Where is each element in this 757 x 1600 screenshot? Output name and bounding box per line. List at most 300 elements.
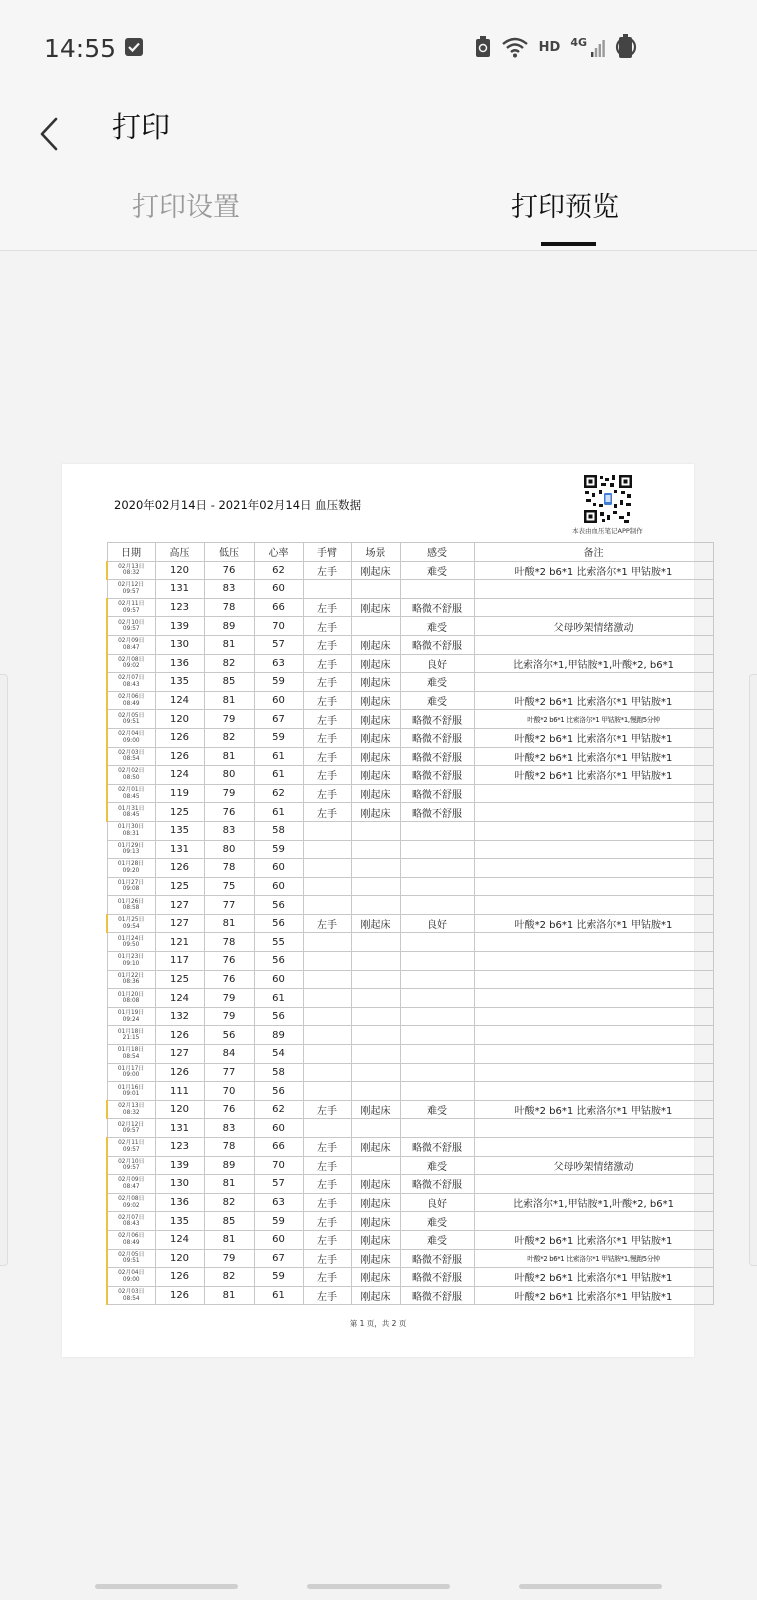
cell-date-time: 09:13 <box>122 849 140 856</box>
cell-date-day: 01月16日 <box>117 1084 145 1091</box>
cell-systolic: 125 <box>155 970 204 989</box>
cell-systolic: 126 <box>155 1268 204 1287</box>
cell-date <box>107 1026 155 1045</box>
cell-heart-rate: 59 <box>254 840 303 859</box>
cell-date <box>107 598 155 617</box>
cell-systolic: 131 <box>155 1119 204 1138</box>
cell-heart-rate: 55 <box>254 933 303 952</box>
cell-note <box>474 840 713 859</box>
cell-diastolic: 81 <box>204 691 254 710</box>
cell-date-day: 02月09日 <box>118 638 145 645</box>
cell-systolic: 136 <box>155 1193 204 1212</box>
cell-feeling: 略微不舒服 <box>400 1268 474 1287</box>
cell-date <box>107 691 155 710</box>
cell-date <box>107 766 155 785</box>
cell-scene <box>351 1007 400 1026</box>
cell-date-day: 02月03日 <box>118 749 145 756</box>
cell-diastolic: 84 <box>204 1045 254 1064</box>
cell-note: 父母吵架情绪激动 <box>474 617 713 636</box>
cell-arm: 左手 <box>303 728 351 747</box>
navigation-bar <box>0 1560 757 1600</box>
cell-feeling: 良好 <box>400 914 474 933</box>
cell-note <box>474 970 713 989</box>
table-row <box>107 580 713 599</box>
tab-print-preview[interactable]: 打印预览 <box>511 192 619 223</box>
cell-note <box>474 952 713 971</box>
cell-arm: 左手 <box>303 1156 351 1175</box>
cell-date-time: 09:50 <box>122 942 140 949</box>
cell-date-time: 09:10 <box>122 960 140 967</box>
cell-systolic: 136 <box>155 654 204 673</box>
cell-date-time: 08:32 <box>122 1109 140 1116</box>
cell-date-time: 08:58 <box>122 905 140 912</box>
cell-date-time: 08:54 <box>122 1053 140 1060</box>
cell-date-time: 09:57 <box>122 1128 140 1135</box>
cell-diastolic: 75 <box>204 877 254 896</box>
cell-systolic: 126 <box>155 747 204 766</box>
table-row <box>107 952 713 971</box>
cell-scene: 刚起床 <box>351 673 400 692</box>
cell-diastolic: 79 <box>204 989 254 1008</box>
cell-date-day: 01月30日 <box>117 824 145 831</box>
cell-date <box>107 747 155 766</box>
table-row <box>107 1138 713 1157</box>
cell-heart-rate: 60 <box>254 1230 303 1249</box>
table-row <box>107 803 713 822</box>
cell-diastolic: 78 <box>204 1138 254 1157</box>
cell-scene <box>351 1156 400 1175</box>
cell-date-time: 09:51 <box>122 1258 140 1265</box>
cell-scene <box>351 989 400 1008</box>
cell-date <box>107 784 155 803</box>
cell-scene: 刚起床 <box>351 1175 400 1194</box>
page-indicator: 第 1 页，共 2 页 <box>349 1319 407 1328</box>
table-row <box>107 914 713 933</box>
cell-note <box>474 933 713 952</box>
cell-systolic: 130 <box>155 1175 204 1194</box>
cell-scene: 刚起床 <box>351 1230 400 1249</box>
cell-scene: 刚起床 <box>351 1193 400 1212</box>
cell-systolic: 124 <box>155 1230 204 1249</box>
table-row <box>107 989 713 1008</box>
cell-heart-rate: 61 <box>254 766 303 785</box>
cell-heart-rate: 59 <box>254 1268 303 1287</box>
cell-feeling <box>400 989 474 1008</box>
cell-date <box>107 654 155 673</box>
cell-date <box>107 1119 155 1138</box>
cell-systolic: 139 <box>155 1156 204 1175</box>
cell-heart-rate: 58 <box>254 821 303 840</box>
cell-diastolic: 77 <box>204 896 254 915</box>
cell-systolic: 120 <box>155 1100 204 1119</box>
cell-systolic: 124 <box>155 691 204 710</box>
table-row <box>107 598 713 617</box>
cell-arm: 左手 <box>303 598 351 617</box>
cell-scene <box>351 1082 400 1101</box>
cell-date <box>107 859 155 878</box>
table-row <box>107 1212 713 1231</box>
cell-arm: 左手 <box>303 691 351 710</box>
cell-systolic: 119 <box>155 784 204 803</box>
cell-scene <box>351 877 400 896</box>
cell-feeling <box>400 1026 474 1045</box>
cell-note <box>474 896 713 915</box>
cell-feeling <box>400 1082 474 1101</box>
battery-icon <box>619 37 632 58</box>
cell-date-time: 08:54 <box>122 756 140 763</box>
table-row <box>107 970 713 989</box>
cell-scene <box>351 896 400 915</box>
cell-heart-rate: 60 <box>254 1119 303 1138</box>
cell-date-time: 09:20 <box>122 867 140 874</box>
cell-date-time: 08:43 <box>122 1221 140 1228</box>
cell-date <box>107 1286 155 1305</box>
cell-scene: 刚起床 <box>351 747 400 766</box>
nav-recents-button[interactable] <box>95 1584 238 1589</box>
cell-diastolic: 80 <box>204 766 254 785</box>
cell-date-time: 09:57 <box>122 626 140 633</box>
cell-heart-rate: 67 <box>254 1249 303 1268</box>
cell-feeling: 难受 <box>400 691 474 710</box>
cell-diastolic: 85 <box>204 673 254 692</box>
cell-date-day: 02月04日 <box>118 731 145 738</box>
cell-date-day: 01月17日 <box>117 1065 145 1072</box>
cell-note <box>474 1119 713 1138</box>
cell-feeling <box>400 821 474 840</box>
table-row <box>107 821 713 840</box>
cell-note: 叶酸*2 b6*1 比索洛尔*1 甲钴胺*1,慢跑5分钟 <box>474 710 713 729</box>
cell-systolic: 120 <box>155 710 204 729</box>
cell-arm <box>303 933 351 952</box>
cell-date <box>107 1193 155 1212</box>
table-row <box>107 747 713 766</box>
table-row <box>107 691 713 710</box>
cell-arm: 左手 <box>303 635 351 654</box>
cell-feeling: 略微不舒服 <box>400 1249 474 1268</box>
cell-date-day: 01月29日 <box>117 842 145 849</box>
table-row <box>107 1045 713 1064</box>
cell-heart-rate: 67 <box>254 710 303 729</box>
cell-note <box>474 803 713 822</box>
table-row <box>107 1249 713 1268</box>
cell-date-day: 02月13日 <box>118 563 145 570</box>
table-row <box>107 840 713 859</box>
cell-diastolic: 76 <box>204 970 254 989</box>
cell-note <box>474 1026 713 1045</box>
cell-date-time: 09:08 <box>122 886 140 893</box>
cell-heart-rate: 61 <box>254 1286 303 1305</box>
cell-note: 叶酸*2 b6*1 比索洛尔*1 甲钴胺*1 <box>474 728 713 747</box>
wifi-icon <box>501 36 529 58</box>
cell-date-time: 09:00 <box>122 1072 140 1079</box>
cell-note: 比索洛尔*1,甲钴胺*1,叶酸*2, b6*1 <box>474 654 713 673</box>
qr-code-icon <box>583 474 633 524</box>
table-row <box>107 859 713 878</box>
cell-arm <box>303 896 351 915</box>
cell-date-day: 02月05日 <box>118 1251 145 1258</box>
cell-note: 叶酸*2 b6*1 比索洛尔*1 甲钴胺*1 <box>474 1268 713 1287</box>
cell-date <box>107 1082 155 1101</box>
cell-date-day: 01月22日 <box>117 972 145 979</box>
cell-note: 叶酸*2 b6*1 比索洛尔*1 甲钴胺*1 <box>474 561 713 580</box>
document-title: 2020年02月14日 - 2021年02月14日 血压数据 <box>114 498 362 512</box>
network-type: 4G <box>570 35 587 49</box>
cell-date-day: 01月19日 <box>117 1010 145 1017</box>
cell-systolic: 126 <box>155 1286 204 1305</box>
cell-note: 叶酸*2 b6*1 比索洛尔*1 甲钴胺*1,慢跑5分钟 <box>474 1249 713 1268</box>
cell-diastolic: 79 <box>204 1249 254 1268</box>
cell-systolic: 131 <box>155 580 204 599</box>
cell-date-day: 02月05日 <box>118 712 145 719</box>
cell-scene: 刚起床 <box>351 1100 400 1119</box>
cell-arm <box>303 970 351 989</box>
cell-date-day: 02月13日 <box>118 1103 145 1110</box>
cell-arm <box>303 859 351 878</box>
table-row <box>107 1193 713 1212</box>
cell-date-day: 02月03日 <box>118 1289 145 1296</box>
cell-heart-rate: 61 <box>254 989 303 1008</box>
back-arrow-icon[interactable] <box>36 107 76 157</box>
cell-systolic: 135 <box>155 821 204 840</box>
cell-feeling <box>400 840 474 859</box>
cell-date <box>107 1100 155 1119</box>
cell-arm: 左手 <box>303 914 351 933</box>
cell-note <box>474 1045 713 1064</box>
app-bar <box>0 95 757 251</box>
nav-home-button[interactable] <box>307 1584 450 1589</box>
cell-diastolic: 76 <box>204 1100 254 1119</box>
table-row <box>107 728 713 747</box>
cell-note: 叶酸*2 b6*1 比索洛尔*1 甲钴胺*1 <box>474 691 713 710</box>
cell-date-day: 02月06日 <box>118 1233 145 1240</box>
cell-systolic: 126 <box>155 728 204 747</box>
cell-scene: 刚起床 <box>351 710 400 729</box>
cell-date-day: 01月26日 <box>117 898 145 905</box>
table-row <box>107 561 713 580</box>
cell-arm: 左手 <box>303 673 351 692</box>
cell-date-time: 08:47 <box>122 644 140 651</box>
cell-heart-rate: 62 <box>254 561 303 580</box>
cell-date-day: 01月27日 <box>117 879 145 886</box>
cell-note <box>474 635 713 654</box>
cell-date <box>107 580 155 599</box>
cell-scene: 刚起床 <box>351 691 400 710</box>
cell-systolic: 127 <box>155 896 204 915</box>
cell-date <box>107 1268 155 1287</box>
cell-heart-rate: 70 <box>254 617 303 636</box>
cell-date <box>107 989 155 1008</box>
cell-date-day: 02月11日 <box>118 1140 145 1147</box>
cell-date <box>107 1230 155 1249</box>
cell-date-time: 09:24 <box>122 1016 140 1023</box>
cell-date-time: 21:15 <box>122 1035 140 1042</box>
cell-systolic: 125 <box>155 803 204 822</box>
cell-feeling: 略微不舒服 <box>400 1286 474 1305</box>
cell-note: 叶酸*2 b6*1 比索洛尔*1 甲钴胺*1 <box>474 747 713 766</box>
cell-note <box>474 1063 713 1082</box>
cell-note <box>474 673 713 692</box>
cell-date-time: 08:50 <box>122 774 140 781</box>
cell-date-time: 09:57 <box>122 588 140 595</box>
cell-arm: 左手 <box>303 1286 351 1305</box>
cell-arm <box>303 1063 351 1082</box>
cell-arm: 左手 <box>303 710 351 729</box>
cell-arm: 左手 <box>303 1175 351 1194</box>
cell-systolic: 120 <box>155 561 204 580</box>
cell-diastolic: 82 <box>204 1193 254 1212</box>
cell-arm: 左手 <box>303 1212 351 1231</box>
cell-date <box>107 1175 155 1194</box>
cell-diastolic: 76 <box>204 561 254 580</box>
cell-scene <box>351 821 400 840</box>
cell-feeling <box>400 1063 474 1082</box>
cell-scene <box>351 840 400 859</box>
cell-date-time: 09:57 <box>122 607 140 614</box>
tab-print-settings[interactable]: 打印设置 <box>132 192 240 223</box>
cell-feeling: 略微不舒服 <box>400 728 474 747</box>
cell-date-day: 01月28日 <box>117 861 145 868</box>
cell-diastolic: 76 <box>204 803 254 822</box>
cell-feeling: 略微不舒服 <box>400 635 474 654</box>
cell-feeling: 略微不舒服 <box>400 803 474 822</box>
col-header-arm: 手臂 <box>303 543 351 562</box>
table-row <box>107 635 713 654</box>
table-row <box>107 1268 713 1287</box>
cell-systolic: 124 <box>155 989 204 1008</box>
cell-date-day: 02月02日 <box>118 768 145 775</box>
cell-diastolic: 81 <box>204 635 254 654</box>
cell-note <box>474 1212 713 1231</box>
tab-active-indicator <box>541 242 596 246</box>
cell-date-day: 02月06日 <box>118 694 145 701</box>
cell-feeling: 略微不舒服 <box>400 710 474 729</box>
cell-date-time: 09:57 <box>122 1146 140 1153</box>
cell-diastolic: 79 <box>204 784 254 803</box>
cell-note: 叶酸*2 b6*1 比索洛尔*1 甲钴胺*1 <box>474 1286 713 1305</box>
table-row <box>107 1119 713 1138</box>
table-row <box>107 1230 713 1249</box>
cell-arm <box>303 877 351 896</box>
cell-date <box>107 1249 155 1268</box>
col-header-heart-rate: 心率 <box>254 543 303 562</box>
cell-diastolic: 83 <box>204 1119 254 1138</box>
cell-scene: 刚起床 <box>351 766 400 785</box>
cell-feeling: 难受 <box>400 1212 474 1231</box>
cell-date-day: 01月18日 <box>117 1028 145 1035</box>
previous-page-handle[interactable] <box>0 674 8 1266</box>
print-preview-page[interactable] <box>62 464 694 1357</box>
cell-feeling <box>400 970 474 989</box>
cell-date-time: 09:57 <box>122 1165 140 1172</box>
cell-feeling: 略微不舒服 <box>400 784 474 803</box>
cell-date-day: 01月31日 <box>118 805 145 812</box>
cell-date-time: 08:54 <box>122 1295 140 1302</box>
cell-systolic: 130 <box>155 635 204 654</box>
table-row <box>107 1156 713 1175</box>
cell-date-day: 02月09日 <box>118 1177 145 1184</box>
cell-date-time: 09:54 <box>122 923 140 930</box>
cell-arm: 左手 <box>303 654 351 673</box>
table-row <box>107 1026 713 1045</box>
table-row <box>107 933 713 952</box>
cell-note <box>474 989 713 1008</box>
cell-note: 叶酸*2 b6*1 比索洛尔*1 甲钴胺*1 <box>474 1100 713 1119</box>
table-row <box>107 617 713 636</box>
cell-arm: 左手 <box>303 561 351 580</box>
cell-scene <box>351 1063 400 1082</box>
cell-note <box>474 580 713 599</box>
cell-diastolic: 76 <box>204 952 254 971</box>
cell-diastolic: 78 <box>204 598 254 617</box>
cell-date <box>107 952 155 971</box>
cell-date-day: 02月08日 <box>118 656 145 663</box>
cell-note <box>474 859 713 878</box>
cell-date-day: 02月12日 <box>117 582 145 589</box>
cell-date <box>107 1063 155 1082</box>
cell-date <box>107 914 155 933</box>
cell-systolic: 139 <box>155 617 204 636</box>
cell-scene: 刚起床 <box>351 784 400 803</box>
cell-date-day: 02月07日 <box>118 1214 145 1221</box>
cell-systolic: 124 <box>155 766 204 785</box>
cell-scene <box>351 970 400 989</box>
cell-diastolic: 82 <box>204 1268 254 1287</box>
cell-heart-rate: 60 <box>254 691 303 710</box>
cell-heart-rate: 57 <box>254 1175 303 1194</box>
cell-arm <box>303 1119 351 1138</box>
table-header-row <box>107 543 713 562</box>
cell-date <box>107 1007 155 1026</box>
cell-arm <box>303 952 351 971</box>
cell-date-day: 02月01日 <box>118 787 145 794</box>
cell-feeling: 良好 <box>400 1193 474 1212</box>
next-page-handle[interactable] <box>749 674 757 1266</box>
cell-feeling: 良好 <box>400 654 474 673</box>
table-row <box>107 877 713 896</box>
blood-pressure-table <box>106 542 714 1305</box>
cell-date-time: 08:08 <box>122 998 140 1005</box>
cell-feeling: 略微不舒服 <box>400 1138 474 1157</box>
cell-heart-rate: 57 <box>254 635 303 654</box>
cell-diastolic: 79 <box>204 710 254 729</box>
cell-arm: 左手 <box>303 784 351 803</box>
cell-diastolic: 70 <box>204 1082 254 1101</box>
cell-note: 父母吵架情绪激动 <box>474 1156 713 1175</box>
cell-heart-rate: 60 <box>254 580 303 599</box>
cell-diastolic: 81 <box>204 1230 254 1249</box>
cell-diastolic: 83 <box>204 821 254 840</box>
cell-diastolic: 83 <box>204 580 254 599</box>
cell-scene: 刚起床 <box>351 803 400 822</box>
nav-back-button[interactable] <box>519 1584 662 1589</box>
cell-scene <box>351 933 400 952</box>
cell-scene: 刚起床 <box>351 598 400 617</box>
cell-scene <box>351 1026 400 1045</box>
cell-systolic: 132 <box>155 1007 204 1026</box>
status-bar <box>0 0 757 95</box>
cell-date <box>107 1045 155 1064</box>
cell-date <box>107 673 155 692</box>
cell-scene: 刚起床 <box>351 914 400 933</box>
cell-note <box>474 1082 713 1101</box>
table-row <box>107 710 713 729</box>
table-row <box>107 1063 713 1082</box>
cell-scene: 刚起床 <box>351 1212 400 1231</box>
cell-date-day: 01月24日 <box>117 935 145 942</box>
cell-note <box>474 784 713 803</box>
cell-arm: 左手 <box>303 1230 351 1249</box>
cell-date <box>107 728 155 747</box>
